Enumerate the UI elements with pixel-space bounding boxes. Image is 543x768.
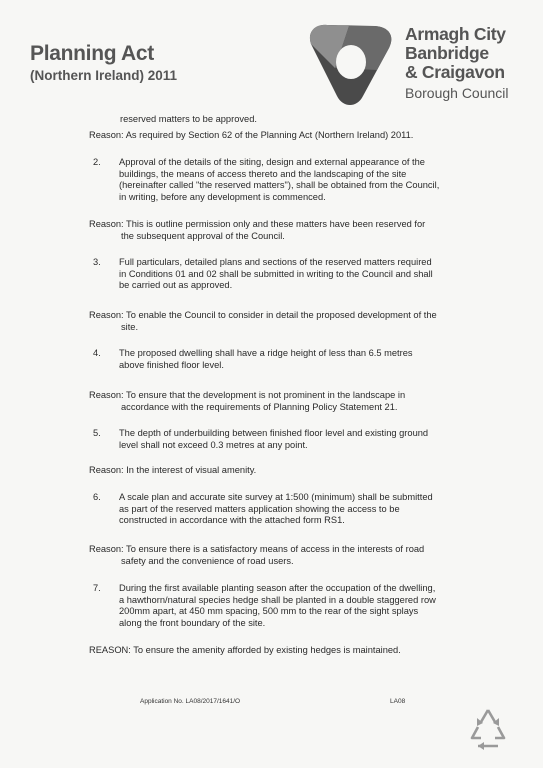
condition-7-line-1: During the first available planting season after the occupation of the dwelling, bbox=[119, 583, 436, 593]
condition-5-line-1: The depth of underbuilding between finished floor level and existing ground bbox=[119, 428, 429, 438]
condition-3-line-1: Full particulars, detailed plans and sections of the reserved matters required bbox=[119, 257, 432, 267]
reason-4-line-1: Reason: To ensure that the development is not prominent in the landscape in bbox=[89, 390, 406, 400]
footer-code: LA08 bbox=[390, 698, 406, 705]
reason-5-line-1: Reason: In the interest of visual amenity. bbox=[89, 465, 257, 475]
reason-6-line-2: safety and the convenience of road users. bbox=[121, 555, 294, 566]
condition-2-line-2: buildings, the means of access thereto and the landscaping of the site bbox=[119, 168, 407, 179]
condition-7-line-3: 200mm apart, at 450 mm spacing, 500 mm to the rear of the sight splays bbox=[119, 606, 419, 617]
condition-4-number: 4. bbox=[93, 348, 101, 358]
council-line-1: Armagh City bbox=[405, 24, 506, 44]
application-number: Application No. LA08/2017/1641/O bbox=[140, 698, 241, 705]
reason-1: Reason: As required by Section 62 of the Planning Act (Northern Ireland) 2011. bbox=[89, 130, 414, 140]
condition-6-line-2: as part of the reserved matters application showing the access to be bbox=[119, 503, 400, 514]
condition-6-line-3: constructed in accordance with the attached form RS1. bbox=[119, 515, 345, 526]
reason-4-line-2: accordance with the requirements of Planning Policy Statement 21. bbox=[121, 401, 398, 412]
condition-2-line-1: Approval of the details of the siting, design and external appearance of the bbox=[119, 157, 425, 167]
reason-3-line-2: site. bbox=[121, 321, 139, 332]
council-name bbox=[405, 25, 509, 102]
council-line-3: & Craigavon bbox=[405, 62, 505, 82]
condition-7-number: 7. bbox=[93, 583, 101, 593]
act-title: Planning Act bbox=[30, 42, 154, 65]
condition-7-line-2: a hawthorn/natural species hedge shall be planted in a double staggered row bbox=[119, 594, 436, 605]
reason-7-line-1: REASON: To ensure the amenity afforded by existing hedges is maintained. bbox=[89, 645, 401, 655]
reason-2-line-2: the subsequent approval of the Council. bbox=[121, 230, 285, 241]
condition-3-number: 3. bbox=[93, 257, 101, 267]
condition-3-line-3: be carried out as approved. bbox=[119, 280, 233, 291]
condition-2-line-4: in writing, before any development is commenced. bbox=[119, 191, 326, 202]
reason-2-line-1: Reason: This is outline permission only and these matters have been reserved for bbox=[89, 219, 426, 229]
condition-5-number: 5. bbox=[93, 428, 101, 438]
act-subtitle: (Northern Ireland) 2011 bbox=[30, 68, 178, 83]
condition-2-number: 2. bbox=[93, 157, 101, 167]
council-line-2: Banbridge bbox=[405, 43, 489, 63]
recycle-icon bbox=[464, 706, 512, 752]
act-heading bbox=[30, 42, 177, 85]
condition-6-number: 6. bbox=[93, 492, 101, 502]
condition-3-line-2: in Conditions 01 and 02 shall be submitted in writing to the Council and shall bbox=[119, 268, 433, 279]
reason-3-line-1: Reason: To enable the Council to consider in detail the proposed development of the bbox=[89, 310, 437, 320]
condition-7-line-4: along the front boundary of the site. bbox=[119, 617, 266, 628]
condition-4-line-1: The proposed dwelling shall have a ridge height of less than 6.5 metres bbox=[119, 348, 413, 358]
condition-6-line-1: A scale plan and accurate site survey at 1:500 (minimum) shall be submitted bbox=[119, 492, 433, 502]
condition-2-line-3: (hereinafter called "the reserved matters"), shall be obtained from the Council, bbox=[119, 180, 440, 191]
condition-5-line-2: level shall not exceed 0.3 metres at any point. bbox=[119, 439, 308, 450]
condition-4-line-2: above finished floor level. bbox=[119, 359, 224, 370]
council-logo-icon bbox=[305, 22, 397, 108]
council-line-4: Borough Council bbox=[405, 85, 509, 101]
reason-6-line-1: Reason: To ensure there is a satisfactory means of access in the interests of road bbox=[89, 544, 425, 554]
continuation-text: reserved matters to be approved. bbox=[120, 114, 257, 124]
